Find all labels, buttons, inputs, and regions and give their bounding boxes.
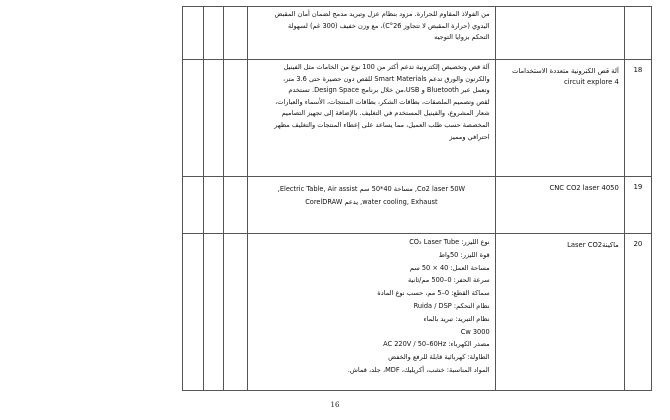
description-line: نظام التبريد: تبريد بالماء: [423, 314, 490, 323]
description-line: water cooling, Exhaust, يدعم CorelDRAW: [305, 198, 438, 206]
description-line: نوع الليزر: CO₂ Laser Tube: [409, 238, 490, 246]
description-line: من الفولاذ المقاوم للحرارة. مزود بنظام عزل وتبريد مدمج لضمان أمان المقبض: [274, 10, 490, 18]
table-row: [183, 177, 652, 234]
description-line: نظام التحكم: Ruida / DSP: [413, 301, 490, 310]
table-row: [183, 7, 652, 60]
page-number: 16: [330, 401, 340, 409]
item-number-cell: 20: [624, 234, 651, 391]
item-name-cell: [495, 7, 624, 60]
empty-cell: [203, 60, 224, 177]
description-line: الطاولة: كهربائية قابلة للرفع والخفض: [388, 353, 490, 362]
table-row: [183, 234, 652, 391]
description-line: وتعمل عبر Bluetooth و USB،من خلال برنامج Design Space. تستخدم: [288, 86, 490, 95]
description-line: آلة قص وتخصيص إلكترونية تدعم أكثر من 100 نوع من الخامات مثل الفينيل: [283, 63, 490, 71]
item-number-cell: 18: [624, 60, 651, 177]
empty-cell: [224, 177, 248, 234]
description-line: سماكة القطع: 0–5 مم، حسب نوع المادة: [377, 289, 490, 298]
description-line: مساحة العمل: 40 × 50 سم: [409, 263, 490, 272]
empty-cell: [203, 7, 224, 60]
description-cell: [248, 234, 496, 391]
empty-cell: [224, 234, 248, 391]
item-name-cell: آلة قص الكترونية متعددة الاستخدامات circuit explore 4: [495, 60, 624, 177]
item-number-cell: [624, 7, 651, 60]
empty-cell: [203, 177, 224, 234]
description-line: سرعة الحفر: 0–500 مم/ثانية: [407, 276, 490, 285]
description-line: والكرتون والورق تدعم Smart Materials للقص دون حصيرة حتى 3.6 متر،: [282, 74, 490, 83]
description-line: 3000 Cw: [460, 327, 490, 336]
description-line: شعار المشروع، والفينيل المستخدم في التغليف. بالإضافة إلى تجهيز التصاميم: [281, 109, 490, 118]
empty-cell: [224, 7, 248, 60]
description-cell: [248, 60, 496, 177]
description-cell: [248, 177, 496, 234]
item-name-cell: CNC CO2 laser 4050: [495, 177, 624, 234]
description-line: المخصصة حسب طلب العميل، مما يساعد على إعطاء المنتجات والتغليف مظهر: [274, 120, 490, 129]
description-line: لقص وتصميم الملصقات، بطاقات الشكر، بطاقات المنتجات، الأسماء والعبارات،: [275, 97, 490, 106]
empty-cell: [203, 234, 224, 391]
description-line: المواد المناسبة: خشب، أكريليك، MDF، جلد، قماش.: [347, 365, 490, 374]
description-line: اليدوي (حرارة المقبض لا تتجاوز 26°C)، مع وزن خفيف (300 غم) لسهولة: [287, 21, 490, 30]
item-number-cell: 19: [624, 177, 651, 234]
equipment-spec-table: [182, 6, 652, 391]
description-line: التحكم بزوايا التوجيه: [434, 33, 490, 42]
empty-cell: [224, 60, 248, 177]
description-line: مصدر الكهرباء: AC 220V / 50–60Hz: [383, 340, 490, 349]
empty-cell: [183, 177, 204, 234]
description-line: Co2 laser 50W, مساحة 40*50 سم Electric Table, Air assist,: [277, 185, 466, 193]
description-line: قوة الليزر: 50واط: [438, 250, 490, 259]
description-cell: [248, 7, 496, 60]
empty-cell: [183, 234, 204, 391]
empty-cell: [183, 60, 204, 177]
empty-cell: [183, 7, 204, 60]
item-name-cell: ماكينةLaser CO2: [495, 234, 624, 391]
table-row: [183, 60, 652, 177]
description-line: احترافي ومميز: [449, 132, 490, 141]
